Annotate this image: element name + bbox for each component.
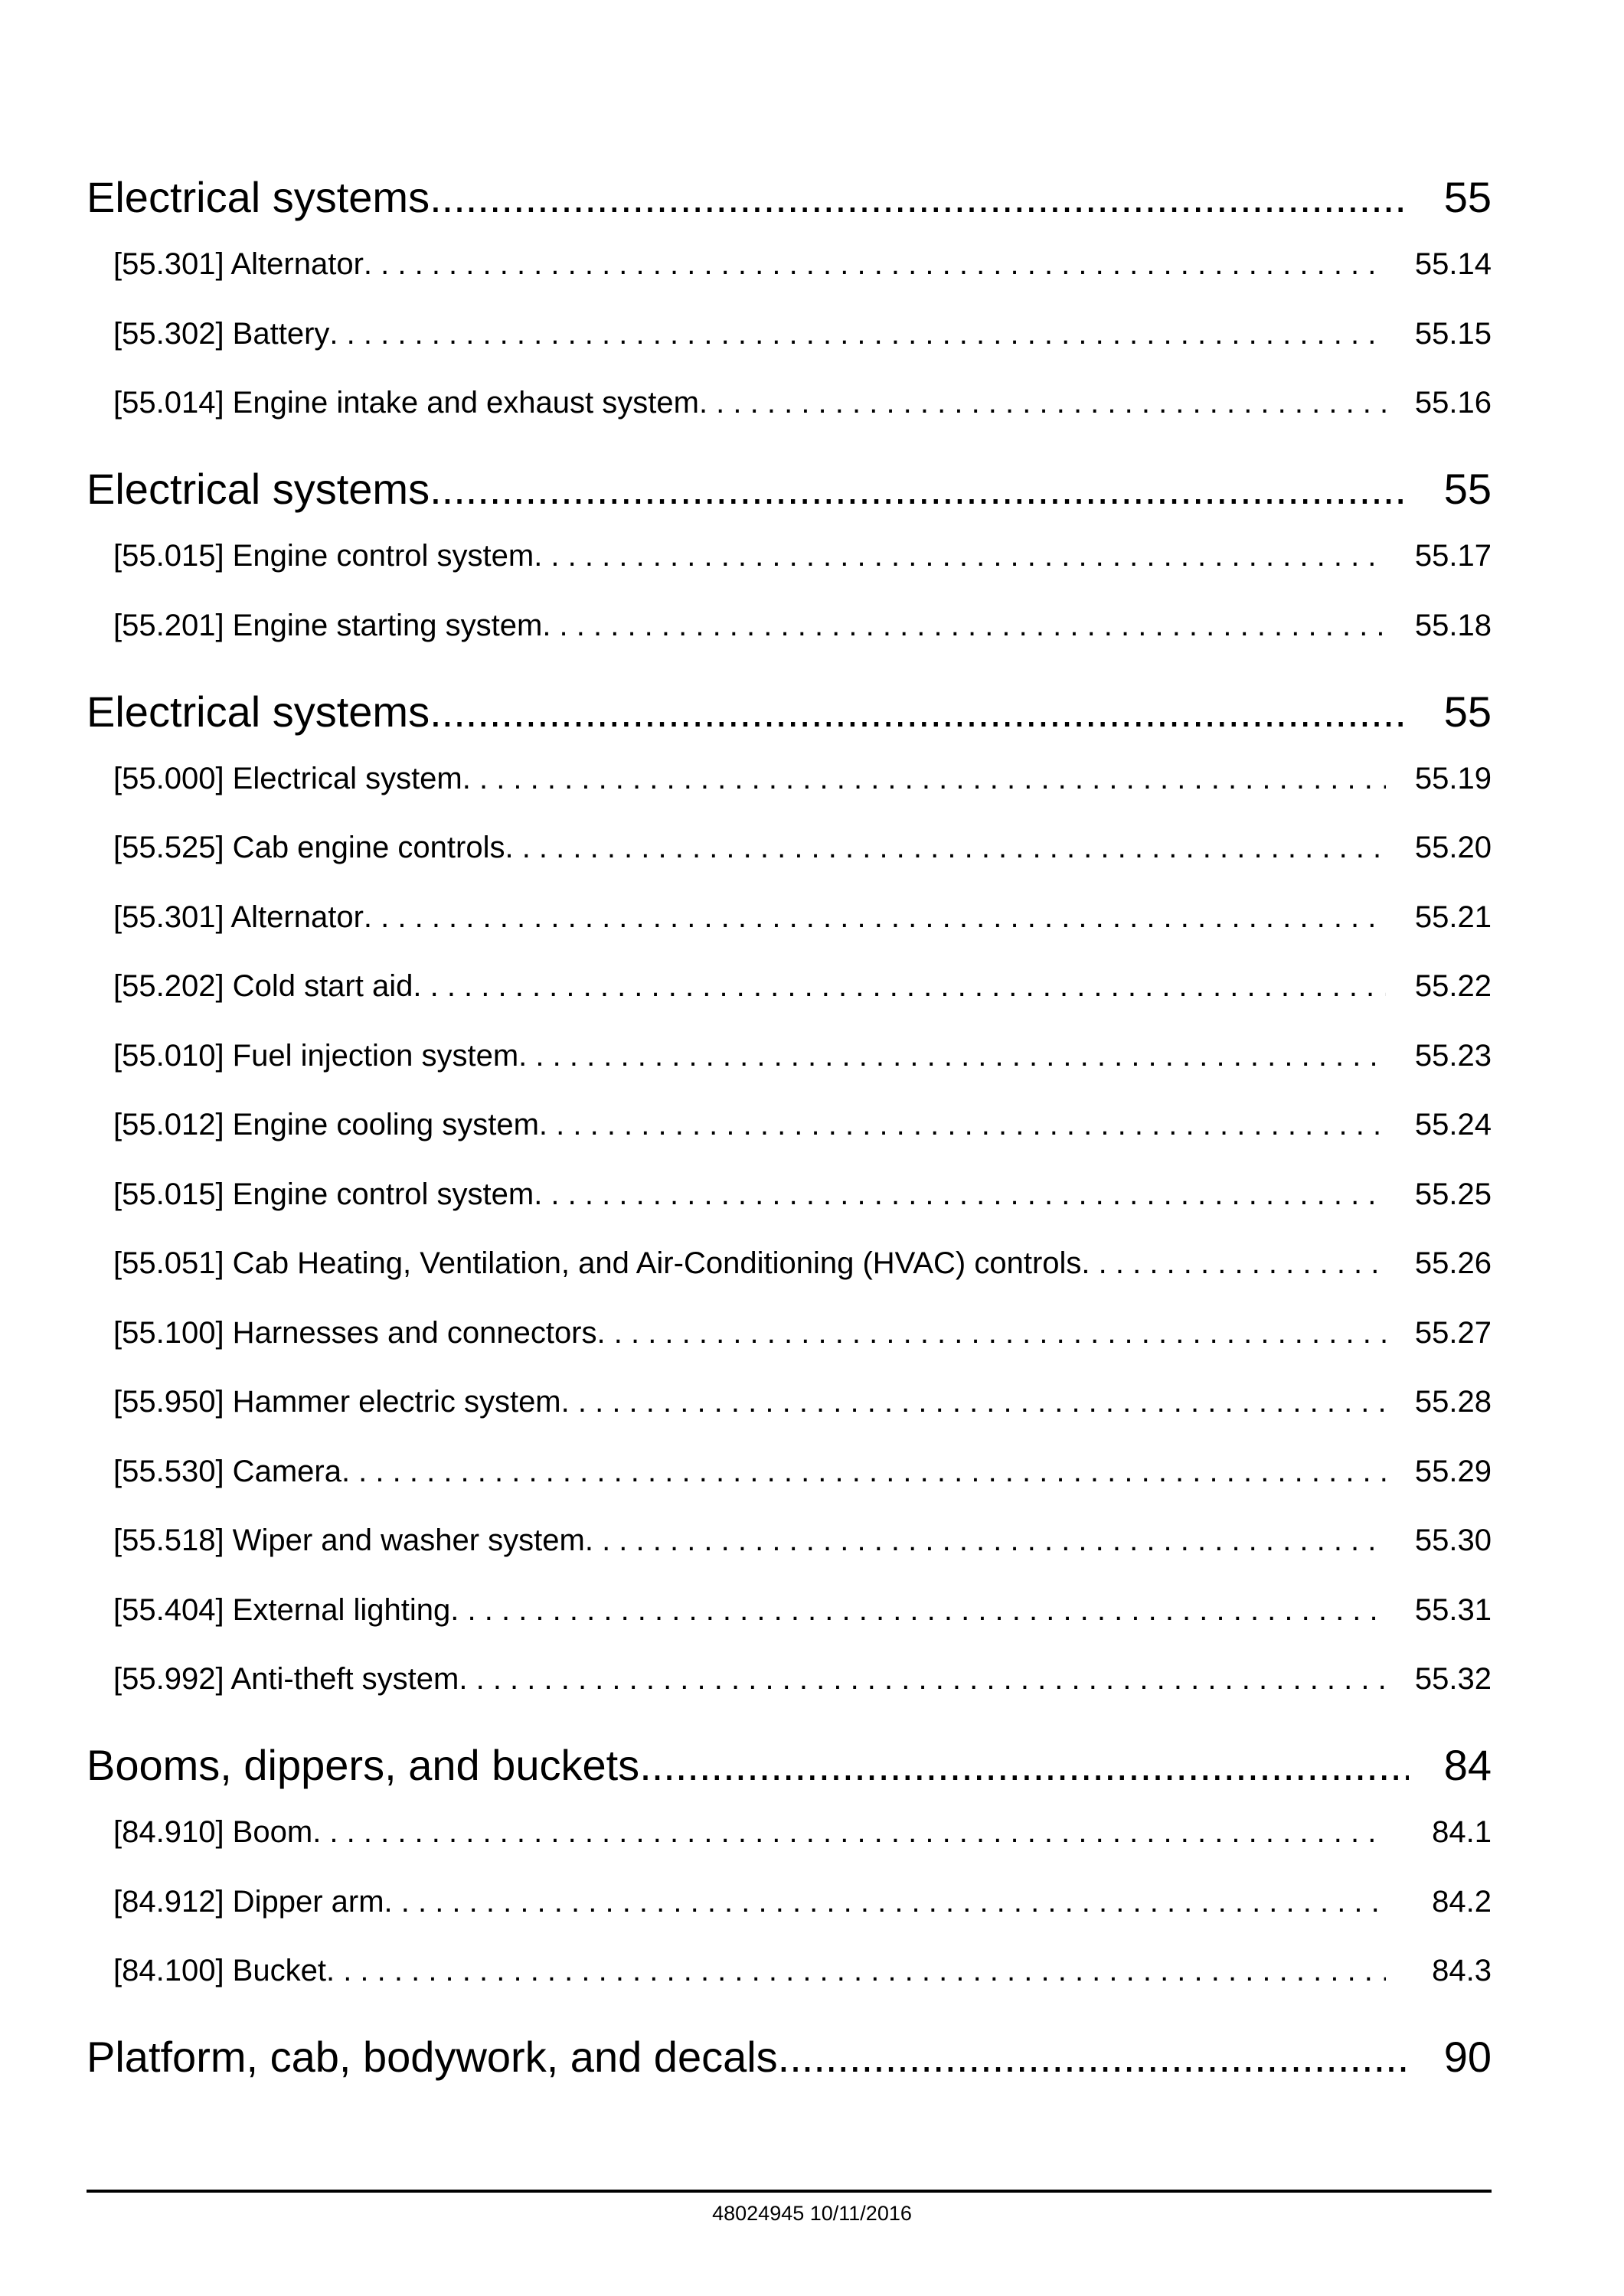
toc-entry-row[interactable] bbox=[113, 1662, 1492, 1708]
toc-section-row[interactable] bbox=[87, 687, 1492, 748]
toc-entry-row[interactable] bbox=[113, 1039, 1492, 1085]
dot-leader bbox=[778, 2032, 1409, 2082]
toc-entry-row[interactable] bbox=[113, 1177, 1492, 1223]
dot-leader bbox=[505, 831, 1386, 865]
toc-entry-row[interactable] bbox=[113, 247, 1492, 293]
toc-page-number: 55.32 bbox=[1414, 1662, 1492, 1696]
toc-section-row[interactable] bbox=[87, 1740, 1492, 1801]
toc-entry-title: [55.051] Cab Heating, Ventilation, and Air-Conditioning (HVAC) controls bbox=[113, 1246, 1082, 1280]
toc-entry-title: [55.518] Wiper and washer system bbox=[113, 1524, 585, 1557]
toc-page-number: 55 bbox=[1443, 173, 1492, 221]
dot-leader bbox=[430, 687, 1409, 736]
toc-page-number: 55.17 bbox=[1414, 539, 1492, 573]
toc-page-number: 84.1 bbox=[1432, 1815, 1492, 1849]
toc-section-row[interactable] bbox=[87, 464, 1492, 525]
toc-page-number: 55.19 bbox=[1414, 762, 1492, 795]
toc-entry-row[interactable] bbox=[113, 762, 1492, 808]
toc-entry-title: [84.910] Boom bbox=[113, 1815, 313, 1849]
dot-leader bbox=[585, 1524, 1386, 1558]
toc-entry-row[interactable] bbox=[113, 1108, 1492, 1154]
footer-text: 48024945 10/11/2016 bbox=[712, 2202, 912, 2225]
dot-leader bbox=[364, 247, 1386, 282]
toc-entry-row[interactable] bbox=[113, 900, 1492, 946]
toc-entry-row[interactable] bbox=[113, 1885, 1492, 1931]
toc-entry-title: [55.301] Alternator bbox=[113, 900, 364, 934]
toc-entry-row[interactable] bbox=[113, 969, 1492, 1015]
toc-page-number: 84 bbox=[1443, 1741, 1492, 1789]
dot-leader bbox=[450, 1593, 1386, 1628]
toc-page-number: 55.30 bbox=[1414, 1524, 1492, 1557]
dot-leader bbox=[539, 1108, 1386, 1142]
toc-entry-title: [55.015] Engine control system bbox=[113, 1177, 534, 1211]
dot-leader bbox=[364, 900, 1386, 935]
toc-entry-title: [55.010] Fuel injection system bbox=[113, 1039, 519, 1073]
toc-entry-row[interactable] bbox=[113, 831, 1492, 877]
toc-page-number: 55.22 bbox=[1414, 969, 1492, 1003]
toc-page-number: 55.28 bbox=[1414, 1385, 1492, 1419]
dot-leader bbox=[597, 1316, 1386, 1350]
toc-section-title: Booms, dippers, and buckets bbox=[87, 1741, 640, 1789]
toc-entry-title: [55.100] Harnesses and connectors bbox=[113, 1316, 597, 1350]
toc-page-number: 55.18 bbox=[1414, 609, 1492, 642]
toc-entry-row[interactable] bbox=[113, 1524, 1492, 1569]
toc-page-number: 55.23 bbox=[1414, 1039, 1492, 1073]
toc-page-number: 55 bbox=[1443, 687, 1492, 736]
toc-entry-row[interactable] bbox=[113, 1246, 1492, 1292]
toc-page-number: 55.29 bbox=[1414, 1455, 1492, 1488]
toc-entry-row[interactable] bbox=[113, 317, 1492, 363]
toc-entry-title: [55.012] Engine cooling system bbox=[113, 1108, 539, 1141]
dot-leader bbox=[341, 1455, 1386, 1489]
toc-page-number: 55.27 bbox=[1414, 1316, 1492, 1350]
toc-page-number: 55.24 bbox=[1414, 1108, 1492, 1141]
dot-leader bbox=[699, 386, 1386, 420]
toc-page-number: 55.14 bbox=[1414, 247, 1492, 281]
dot-leader bbox=[430, 464, 1409, 514]
toc-entry-title: [55.000] Electrical system bbox=[113, 762, 462, 795]
toc-section-title: Electrical systems bbox=[87, 687, 430, 736]
toc-section-title: Electrical systems bbox=[87, 173, 430, 221]
dot-leader bbox=[518, 1039, 1386, 1073]
toc-entry-row[interactable] bbox=[113, 1316, 1492, 1362]
dot-leader bbox=[542, 609, 1386, 643]
toc-entry-title: [55.202] Cold start aid bbox=[113, 969, 413, 1003]
toc-entry-row[interactable] bbox=[113, 1593, 1492, 1639]
dot-leader bbox=[459, 1662, 1386, 1697]
toc-entry-title: [55.992] Anti-theft system bbox=[113, 1662, 459, 1696]
toc-page-number: 84.2 bbox=[1432, 1885, 1492, 1919]
dot-leader bbox=[1081, 1246, 1386, 1281]
dot-leader bbox=[384, 1885, 1386, 1919]
toc-section-title: Electrical systems bbox=[87, 465, 430, 513]
toc-entry-row[interactable] bbox=[113, 609, 1492, 655]
toc-page-number: 55.15 bbox=[1414, 317, 1492, 351]
dot-leader bbox=[430, 172, 1409, 222]
dot-leader bbox=[312, 1815, 1386, 1850]
toc-entry-title: [55.014] Engine intake and exhaust system bbox=[113, 386, 699, 420]
toc-page-number: 55.16 bbox=[1414, 386, 1492, 420]
toc-entry-row[interactable] bbox=[113, 1954, 1492, 2000]
toc-page-number: 55.25 bbox=[1414, 1177, 1492, 1211]
dot-leader bbox=[329, 317, 1386, 351]
dot-leader bbox=[534, 1177, 1386, 1212]
toc-entry-row[interactable] bbox=[113, 539, 1492, 585]
toc-entry-row[interactable] bbox=[113, 386, 1492, 432]
toc-page-number: 90 bbox=[1443, 2033, 1492, 2081]
toc-page-number: 55.26 bbox=[1414, 1246, 1492, 1280]
toc-page-number: 55.20 bbox=[1414, 831, 1492, 864]
dot-leader bbox=[639, 1740, 1409, 1790]
toc-section-row[interactable] bbox=[87, 2032, 1492, 2093]
footer-rule bbox=[87, 2190, 1492, 2193]
toc-entry-row[interactable] bbox=[113, 1385, 1492, 1431]
toc-page-number: 55 bbox=[1443, 465, 1492, 513]
toc-page-number: 55.31 bbox=[1414, 1593, 1492, 1627]
toc-section-title: Platform, cab, bodywork, and decals bbox=[87, 2033, 778, 2081]
toc-entry-title: [55.530] Camera bbox=[113, 1455, 341, 1488]
toc-page-number: 55.21 bbox=[1414, 900, 1492, 934]
dot-leader bbox=[534, 539, 1386, 573]
toc-entry-title: [55.301] Alternator bbox=[113, 247, 364, 281]
dot-leader bbox=[326, 1954, 1386, 1988]
toc-entry-title: [84.912] Dipper arm bbox=[113, 1885, 384, 1919]
dot-leader bbox=[462, 762, 1386, 796]
toc-entry-title: [55.950] Hammer electric system bbox=[113, 1385, 561, 1419]
toc-entry-row[interactable] bbox=[113, 1815, 1492, 1861]
toc-entry-title: [55.015] Engine control system bbox=[113, 539, 534, 573]
toc-section-row[interactable] bbox=[87, 172, 1492, 234]
toc-entry-title: [55.525] Cab engine controls bbox=[113, 831, 505, 864]
toc-page-number: 84.3 bbox=[1432, 1954, 1492, 1987]
toc-entry-row[interactable] bbox=[113, 1455, 1492, 1501]
dot-leader bbox=[413, 969, 1386, 1004]
dot-leader bbox=[561, 1385, 1386, 1419]
toc-entry-title: [55.404] External lighting bbox=[113, 1593, 451, 1627]
toc-entry-title: [55.302] Battery bbox=[113, 317, 330, 351]
toc-entry-title: [55.201] Engine starting system bbox=[113, 609, 543, 642]
toc-entry-title: [84.100] Bucket bbox=[113, 1954, 326, 1987]
